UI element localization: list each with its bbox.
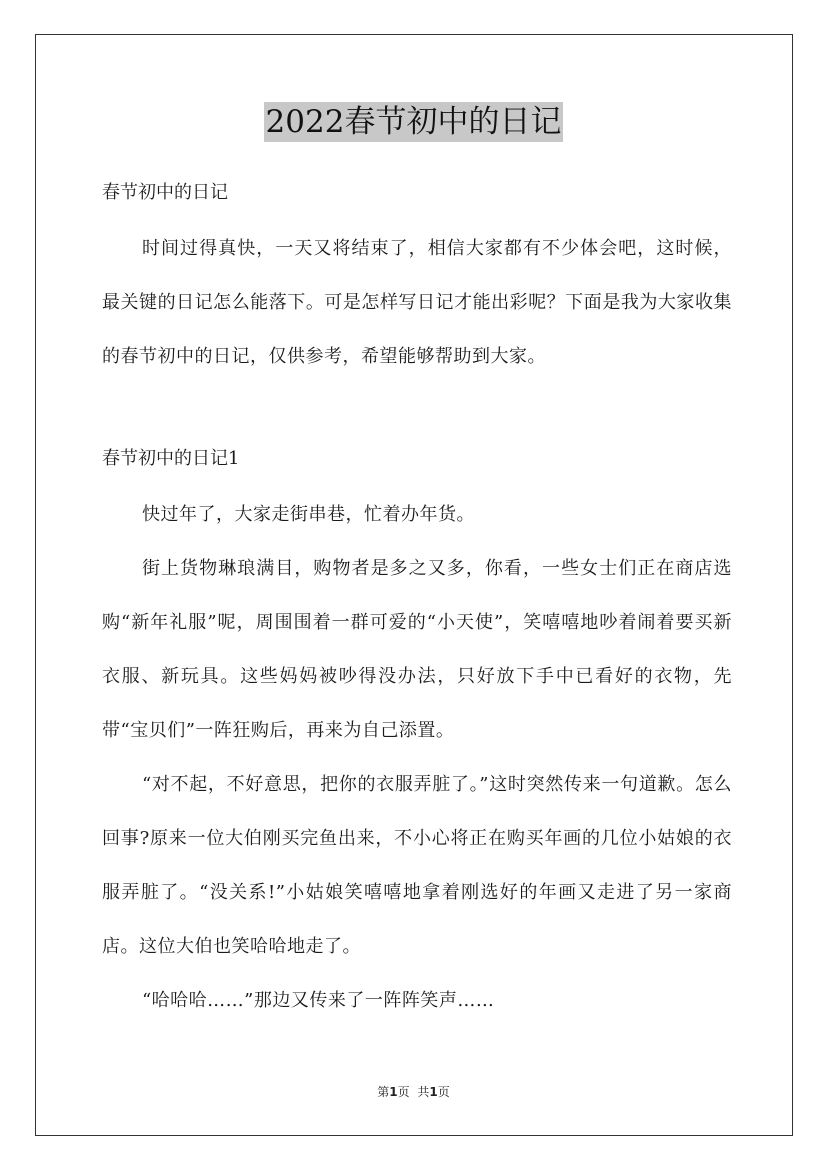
total-suffix: 页 [437, 1085, 450, 1099]
spacer [102, 384, 732, 436]
body-paragraph: 快过年了，大家走街串巷，忙着办年货。 [141, 504, 475, 525]
body-paragraph: “对不起，不好意思，把你的衣服弄脏了。”这时突然传来一句道歉。怎么回事?原来一位大伯刚买完鱼出来，不小心将正在购买年画的几位小姑娘的衣服弄脏了。“没关系!”小姑娘笑嘻嘻地拿着刚选好的年画又走进了另一家商店。这位大伯也笑哈哈地走了。 [102, 774, 732, 957]
page-number: 1 [389, 1085, 398, 1099]
document-title: 2022春节初中的日记 [265, 104, 562, 140]
body-paragraph: “哈哈哈……”那边又传来了一阵阵笑声…… [141, 990, 495, 1011]
section-heading: 春节初中的日记1 [102, 448, 240, 469]
document-body [102, 170, 732, 1028]
total-pages: 1 [429, 1085, 438, 1099]
intro-paragraph: 时间过得真快，一天又将结束了，相信大家都有不少体会吧，这时候，最关键的日记怎么能落下。可是怎样写日记才能出彩呢？下面是我为大家收集的春节初中的日记，仅供参考，希望能够帮助到大家。 [102, 238, 732, 367]
document-subtitle: 春节初中的日记 [102, 182, 228, 203]
page-footer [0, 1083, 827, 1100]
body-paragraph: 街上货物琳琅满目，购物者是多之又多，你看，一些女士们正在商店选购“新年礼服”呢，周围围着一群可爱的“小天使”，笑嘻嘻地吵着闹着要买新衣服、新玩具。这些妈妈被吵得没办法，只好放下手中已看好的衣物，先带“宝贝们”一阵狂购后，再来为自己添置。 [102, 558, 732, 741]
page-prefix: 第 [377, 1085, 390, 1099]
title-container [0, 102, 827, 142]
total-prefix: 共 [417, 1085, 430, 1099]
page-suffix: 页 [397, 1085, 410, 1099]
